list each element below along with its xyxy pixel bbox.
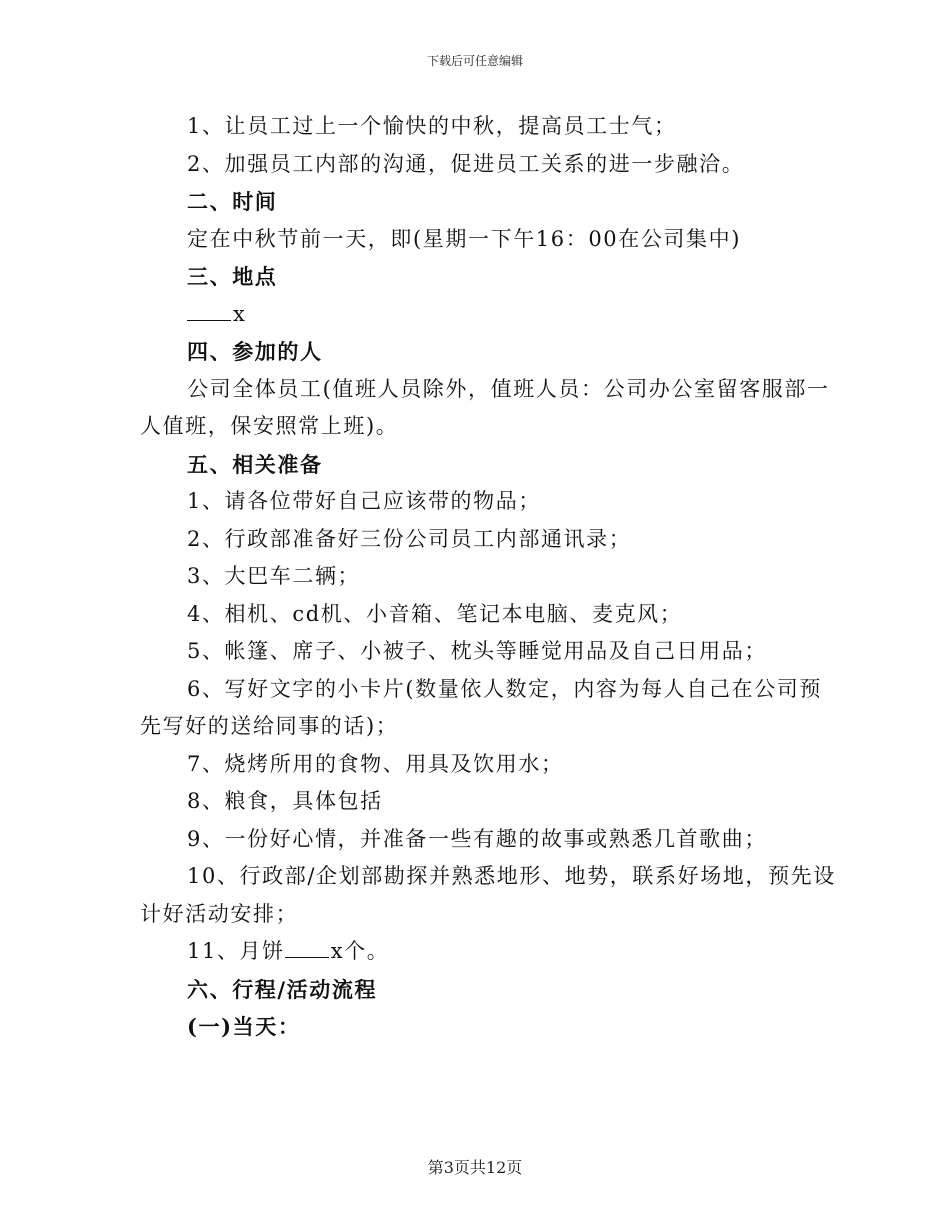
section-heading-schedule: 六、行程/活动流程 — [187, 976, 378, 1002]
list-item-continuation: 先写好的送给同事的话)； — [140, 714, 399, 738]
list-item-mooncake — [140, 933, 812, 971]
page-number-footer: 第3页共12页 — [427, 1158, 523, 1177]
list-item: 6、写好文字的小卡片(数量依人数定，内容为每人自己在公司预 — [187, 676, 822, 701]
list-item: 2、加强员工内部的沟通，促进员工关系的进一步融洽。 — [187, 151, 745, 176]
section-heading-time: 二、时间 — [187, 189, 278, 214]
list-item: 8、粮食，具体包括 — [187, 789, 383, 813]
list-item: 4、相机、cd机、小音箱、笔记本电脑、麦克风； — [187, 601, 683, 626]
paragraph: 公司全体员工(值班人员除外，值班人员：公司办公室留客服部一 — [187, 376, 830, 401]
document-body — [140, 108, 836, 1046]
paragraph-continuation: 人值班，保安照常上班)。 — [140, 414, 399, 438]
section-heading-participants: 四、参加的人 — [187, 339, 323, 364]
list-item: 7、烧烤所用的食物、用具及饮用水； — [187, 751, 564, 776]
list-item: 9、一份好心情，并准备一些有趣的故事或熟悉几首歌曲； — [187, 826, 767, 851]
list-item: 5、帐篷、席子、小被子、枕头等睡觉用品及自己日用品； — [187, 639, 767, 663]
fill-in-blank — [187, 302, 231, 321]
list-item: 1、请各位带好自己应该带的物品； — [187, 489, 541, 513]
list-item-prefix: 11、月饼 — [187, 939, 285, 963]
section-heading-preparation: 五、相关准备 — [187, 451, 323, 477]
fill-in-blank — [285, 939, 329, 958]
subsection-heading: (一)当天： — [187, 1014, 301, 1039]
paragraph: 定在中秋节前一天，即(星期一下午16：00在公司集中) — [187, 226, 742, 251]
list-item-continuation: 计好活动安排； — [140, 901, 299, 926]
page-header-note: 下载后可任意编辑 — [426, 54, 523, 68]
location-value: x — [233, 301, 247, 326]
list-item: 10、行政部/企划部勘探并熟悉地形、地势，联系好场地，预先设 — [187, 864, 836, 888]
section-heading-location: 三、地点 — [187, 264, 278, 289]
list-item: 3、大巴车二辆； — [187, 564, 361, 588]
list-item: 1、让员工过上一个愉快的中秋，提高员工士气； — [187, 114, 677, 138]
list-item-suffix: x个。 — [330, 939, 390, 963]
list-item: 2、行政部准备好三份公司员工内部通讯录； — [187, 526, 632, 551]
location-blank-line — [140, 296, 812, 334]
